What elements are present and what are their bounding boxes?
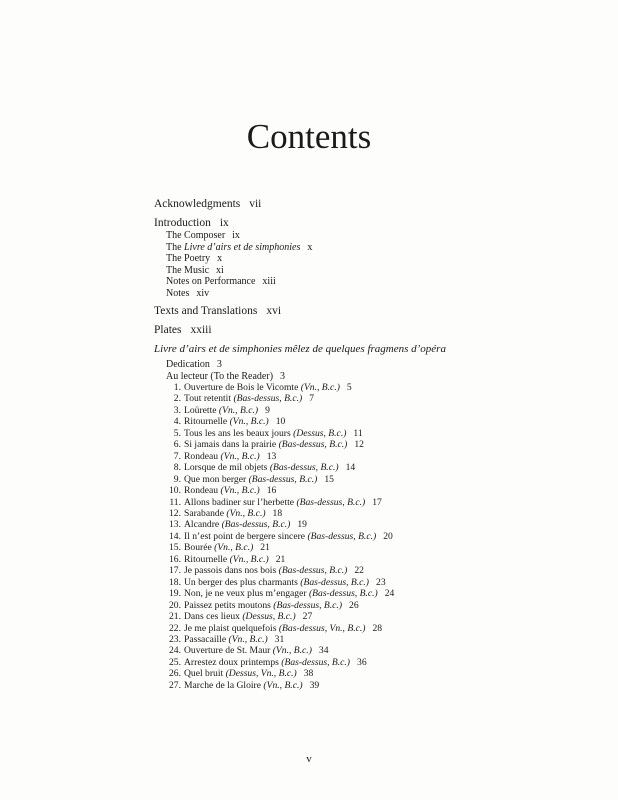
pieces-list — [154, 382, 594, 691]
piece-page: 38 — [303, 668, 314, 680]
piece-page: 19 — [297, 519, 307, 531]
subentry-page: ix — [232, 230, 240, 241]
piece-scoring: (Bas-dessus, B.c.) — [308, 588, 378, 600]
entry-page: xxiii — [190, 324, 212, 336]
piece-number: 23. — [169, 633, 181, 645]
piece-number: 2. — [173, 393, 181, 405]
piece-number: 26. — [169, 668, 181, 680]
piece-entry[interactable] — [166, 474, 594, 485]
piece-title: Ouverture de St. Maur — [184, 645, 271, 657]
piece-entry[interactable] — [166, 634, 594, 645]
piece-scoring: (Bas-dessus, B.c.) — [273, 599, 343, 611]
toc-subentry[interactable] — [166, 253, 594, 265]
piece-page: 21 — [275, 553, 286, 565]
toc-subentry[interactable] — [166, 288, 594, 300]
piece-number: 7. — [173, 450, 181, 462]
subentry-label-italic: Livre d’airs et de simphonies — [184, 241, 301, 253]
piece-number: 6. — [173, 439, 181, 451]
piece-page: 11 — [353, 427, 363, 439]
piece-number: 25. — [169, 656, 181, 668]
piece-scoring: (Bas-dessus, B.c.) — [269, 462, 339, 474]
piece-title: Tout retentit — [184, 393, 232, 405]
piece-entry[interactable] — [166, 565, 594, 576]
subentry-page: xi — [216, 264, 224, 276]
piece-scoring: (Bas-dessus, B.c.) — [233, 393, 303, 405]
entry-page: vii — [249, 198, 262, 210]
front-matter-entry[interactable] — [166, 371, 594, 383]
piece-entry[interactable] — [166, 577, 594, 588]
piece-page: 22 — [354, 565, 364, 577]
piece-number: 11. — [169, 496, 181, 508]
front-matter-label: Au lecteur (To the Reader) — [166, 370, 274, 382]
subentry-label: The Composer — [166, 230, 226, 241]
toc-entry[interactable] — [154, 323, 594, 337]
piece-scoring: (Vn., B.c.) — [229, 416, 269, 428]
piece-scoring: (Vn., B.c.) — [229, 553, 269, 565]
piece-scoring: (Vn., B.c.) — [220, 450, 260, 462]
toc-entry[interactable] — [154, 304, 594, 318]
piece-number: 22. — [169, 622, 181, 634]
piece-page: 21 — [260, 542, 270, 554]
piece-entry[interactable] — [166, 497, 594, 508]
piece-scoring: (Vn., B.c.) — [218, 404, 259, 416]
piece-entry[interactable] — [166, 428, 594, 439]
subentry-page: xiv — [196, 287, 210, 299]
piece-page: 36 — [357, 656, 367, 668]
piece-scoring: (Vn., B.c.) — [214, 542, 254, 554]
piece-title: Allons badiner sur l’herbette — [184, 496, 295, 508]
entry-label: Plates — [154, 324, 182, 336]
piece-entry[interactable] — [166, 416, 594, 427]
piece-scoring: (Vn., B.c.) — [226, 507, 266, 519]
piece-number: 19. — [169, 588, 181, 600]
piece-scoring: (Bas-dessus, B.c.) — [248, 473, 318, 485]
piece-page: 9 — [265, 404, 270, 416]
piece-page: 16 — [266, 485, 277, 497]
piece-entry[interactable] — [166, 462, 594, 473]
introduction-subsections — [154, 230, 594, 299]
piece-page: 27 — [302, 611, 313, 623]
piece-page: 14 — [345, 462, 356, 474]
piece-scoring: (Bas-dessus, Vn., B.c.) — [278, 622, 366, 634]
piece-entry[interactable] — [166, 531, 594, 542]
piece-title: Rondeau — [184, 450, 219, 462]
piece-number: 14. — [169, 530, 181, 542]
toc-entry[interactable] — [154, 216, 594, 230]
subentry-label: The — [166, 241, 185, 253]
front-matter-entry[interactable] — [166, 359, 594, 371]
front-matter-label: Dedication — [166, 359, 210, 370]
piece-number: 17. — [169, 565, 181, 577]
piece-page: 15 — [324, 473, 334, 485]
piece-entry[interactable] — [166, 508, 594, 519]
toc-subentry[interactable] — [166, 242, 594, 254]
piece-number: 8. — [173, 462, 181, 474]
piece-title: Je passois dans nos bois — [184, 565, 277, 577]
piece-page: 26 — [349, 599, 359, 611]
piece-title: Il n’est point de bergere sincere — [184, 530, 306, 542]
piece-page: 10 — [275, 416, 286, 428]
piece-number: 12. — [169, 507, 181, 519]
piece-scoring: (Bas-dessus, B.c.) — [281, 656, 351, 668]
entry-page: xvi — [266, 305, 282, 317]
piece-scoring: (Vn., B.c.) — [220, 485, 260, 497]
piece-scoring: (Dessus, Vn., B.c.) — [225, 668, 297, 680]
piece-entry[interactable] — [166, 554, 594, 565]
piece-scoring: (Bas-dessus, B.c.) — [221, 519, 291, 531]
piece-page: 28 — [372, 622, 383, 634]
toc-entry[interactable] — [154, 197, 594, 211]
piece-entry[interactable] — [166, 657, 594, 668]
piece-number: 3. — [173, 404, 181, 416]
piece-scoring: (Vn., B.c.) — [300, 382, 340, 393]
subentry-page: x — [217, 253, 223, 264]
front-matter — [154, 359, 594, 382]
page-number: v — [306, 753, 312, 765]
piece-scoring: (Bas-dessus, B.c.) — [300, 576, 370, 588]
piece-number: 20. — [169, 599, 181, 611]
piece-entry[interactable] — [166, 382, 594, 393]
subentry-label: Notes on Performance — [166, 276, 256, 287]
piece-scoring: (Dessus, B.c.) — [293, 427, 347, 439]
piece-entry[interactable] — [166, 611, 594, 622]
piece-title: Marche de la Gloire — [184, 679, 261, 691]
piece-page: 31 — [274, 633, 285, 645]
piece-title: Arrestez doux printemps — [184, 656, 279, 668]
piece-page: 7 — [309, 393, 314, 405]
piece-entry[interactable] — [166, 542, 594, 553]
subentry-label: The Music — [166, 264, 210, 276]
piece-entry[interactable] — [166, 393, 594, 404]
piece-scoring: (Bas-dessus, B.c.) — [278, 439, 348, 451]
piece-number: 27. — [169, 679, 181, 691]
entry-label: Texts and Translations — [154, 305, 258, 317]
piece-page: 34 — [318, 645, 329, 657]
entry-label: Acknowledgments — [154, 198, 241, 210]
piece-entry[interactable] — [166, 645, 594, 656]
piece-number: 1. — [173, 382, 181, 393]
piece-number: 4. — [173, 416, 181, 428]
piece-scoring: (Dessus, B.c.) — [242, 611, 296, 623]
entry-label: Introduction — [154, 217, 211, 229]
piece-title: Sarabande — [184, 507, 224, 519]
piece-scoring: (Vn., B.c.) — [272, 645, 312, 657]
piece-title: Non, je ne veux plus m’engager — [184, 588, 307, 600]
piece-page: 23 — [376, 576, 386, 588]
piece-page: 39 — [309, 679, 320, 691]
piece-scoring: (Bas-dessus, B.c.) — [278, 565, 348, 577]
volume-title: Livre d’airs et de simphonies mêlez de quelques fragmens d’opéra — [154, 343, 446, 355]
piece-title: Un berger des plus charmants — [184, 576, 298, 588]
piece-title: Si jamais dans la prairie — [184, 439, 277, 451]
piece-page: 12 — [354, 439, 364, 451]
piece-scoring: (Vn., B.c.) — [263, 679, 303, 691]
piece-number: 10. — [169, 485, 181, 497]
piece-title: Je me plaist quelquefois — [184, 622, 277, 634]
piece-entry[interactable] — [166, 519, 594, 530]
piece-title: Quel bruit — [184, 668, 224, 680]
piece-page: 24 — [384, 588, 395, 600]
piece-title: Tous les ans les beaux jours — [184, 427, 291, 439]
piece-page: 13 — [266, 450, 277, 462]
piece-entry[interactable] — [166, 680, 594, 691]
piece-title: Ritournelle — [184, 553, 228, 565]
piece-page: 20 — [383, 530, 393, 542]
toc-subentry[interactable] — [166, 276, 594, 288]
piece-number: 13. — [169, 519, 181, 531]
piece-title: Que mon berger — [184, 473, 247, 485]
piece-number: 5. — [173, 427, 181, 439]
piece-number: 16. — [169, 553, 181, 565]
piece-scoring: (Vn., B.c.) — [228, 633, 268, 645]
piece-page: 18 — [272, 507, 283, 519]
piece-title: Lorsque de mil objets — [184, 462, 268, 474]
piece-title: Ritournelle — [184, 416, 228, 428]
subentry-label: The Poetry — [166, 253, 211, 264]
piece-title: Alcandre — [184, 519, 220, 531]
piece-number: 18. — [169, 576, 181, 588]
piece-number: 24. — [169, 645, 181, 657]
subentry-page: x — [307, 241, 313, 253]
toc-subentry[interactable] — [166, 230, 594, 242]
front-matter-page: 3 — [280, 370, 286, 382]
piece-number: 21. — [169, 611, 181, 623]
piece-title: Ouverture de Bois le Vicomte — [184, 382, 299, 393]
piece-entry[interactable] — [166, 588, 594, 599]
piece-scoring: (Bas-dessus, B.c.) — [307, 530, 377, 542]
piece-entry[interactable] — [166, 451, 594, 462]
piece-entry[interactable] — [166, 600, 594, 611]
entry-page: ix — [219, 217, 229, 229]
front-matter-page: 3 — [216, 359, 222, 370]
subentry-label: Notes — [166, 287, 190, 299]
piece-title: Dans ces lieux — [184, 611, 240, 623]
piece-title: Rondeau — [184, 485, 219, 497]
piece-entry[interactable] — [166, 485, 594, 496]
piece-page: 17 — [372, 496, 382, 508]
subentry-page: xiii — [262, 276, 276, 287]
piece-title: Passacaille — [184, 633, 227, 645]
piece-number: 15. — [169, 542, 181, 554]
table-of-contents — [154, 197, 594, 691]
piece-entry[interactable] — [166, 439, 594, 450]
piece-entry[interactable] — [166, 623, 594, 634]
piece-scoring: (Bas-dessus, B.c.) — [296, 496, 366, 508]
piece-title: Paissez petits moutons — [184, 599, 271, 611]
piece-entry[interactable] — [166, 405, 594, 416]
piece-title: Bourée — [184, 542, 212, 554]
piece-number: 9. — [173, 473, 181, 485]
piece-entry[interactable] — [166, 668, 594, 679]
piece-page: 5 — [346, 382, 352, 393]
piece-title: Loürette — [184, 404, 217, 416]
page-title: Contents — [246, 117, 372, 156]
toc-subentry[interactable] — [166, 265, 594, 277]
